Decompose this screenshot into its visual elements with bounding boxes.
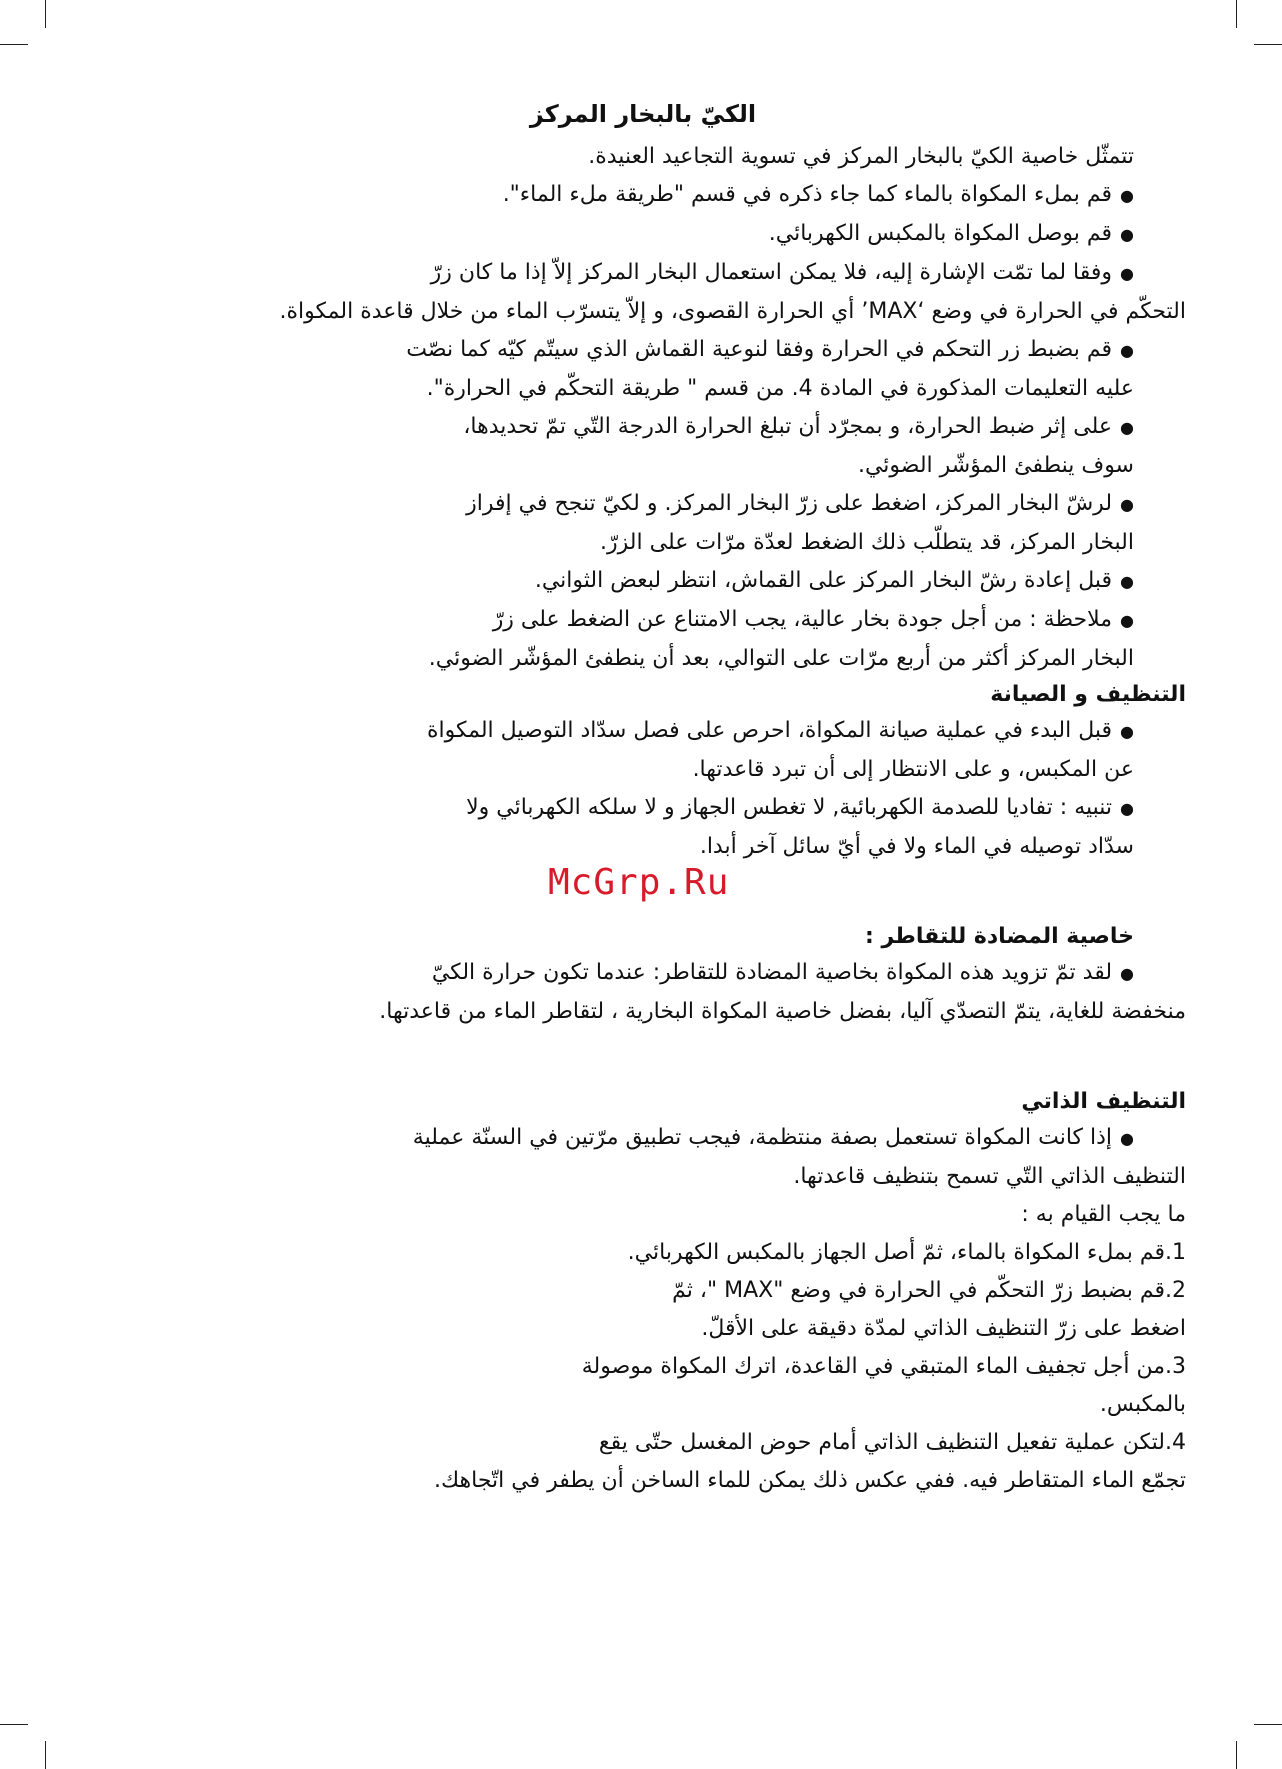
list-item-cont: التحكّم في الحرارة في وضع ‘MAX’ أي الحرارة القصوى، و إلاّ يتسرّب الماء من خلال قاعدة المكواة. bbox=[279, 299, 1186, 324]
list-item: ●قم بملء المكواة بالماء كما جاء ذكره في قسم "طريقة ملء الماء". bbox=[250, 176, 1186, 215]
bullet-icon: ● bbox=[1120, 572, 1134, 591]
crop-mark bbox=[0, 44, 28, 45]
paragraph: تتمثّل خاصية الكيّ بالبخار المركز في تسوية التجاعيد العنيدة. bbox=[588, 144, 1134, 169]
crop-mark bbox=[1254, 44, 1282, 45]
section-title: الكيّ بالبخار المركز bbox=[529, 100, 757, 128]
list-item-cont: البخار المركز، قد يتطلّب ذلك الضغط لعدّة مرّات على الزرّ. bbox=[600, 530, 1134, 555]
step-item: 1.قم بملء المكواة بالماء، ثمّ أصل الجهاز بالمكبس الكهربائي. bbox=[627, 1240, 1186, 1265]
watermark-text: McGrp.Ru bbox=[548, 862, 730, 903]
step-item-cont: اضغط على زرّ التنظيف الذاتي لمدّة دقيقة على الأقلّ. bbox=[701, 1316, 1186, 1341]
list-item: ●إذا كانت المكواة تستعمل بصفة منتظمة، فيجب تطبيق مرّتين في السنّة عملية bbox=[250, 1119, 1186, 1158]
crop-mark bbox=[1254, 1724, 1282, 1725]
section-heading: التنظيف الذاتي bbox=[1021, 1089, 1186, 1114]
bullet-icon: ● bbox=[1120, 264, 1134, 283]
section-heading: التنظيف و الصيانة bbox=[990, 682, 1186, 707]
crop-mark bbox=[45, 0, 46, 28]
list-item-cont: منخفضة للغاية، يتمّ التصدّي آليا، بفضل خاصية المكواة البخارية ، لتقاطر الماء من قاعدتها. bbox=[379, 999, 1186, 1024]
crop-mark bbox=[1236, 0, 1237, 28]
list-item: ●قبل إعادة رشّ البخار المركز على القماش، انتظر لبعض الثواني. bbox=[250, 562, 1186, 601]
bullet-icon: ● bbox=[1120, 341, 1134, 360]
list-item: ●وفقا لما تمّت الإشارة إليه، فلا يمكن استعمال البخار المركز إلاّ إذا ما كان زرّ bbox=[250, 254, 1186, 293]
step-item: 2.قم بضبط زرّ التحكّم في الحرارة في وضع "MAX "، ثمّ bbox=[672, 1278, 1186, 1303]
list-item-cont: سوف ينطفئ المؤشّر الضوئي. bbox=[857, 453, 1134, 478]
step-item-cont: بالمكبس. bbox=[1099, 1392, 1186, 1417]
step-item: 4.لتكن عملية تفعيل التنظيف الذاتي أمام حوض المغسل حتّى يقع bbox=[598, 1430, 1186, 1455]
bullet-icon: ● bbox=[1120, 964, 1134, 983]
step-item-cont: تجمّع الماء المتقاطر فيه. ففي عكس ذلك يمكن للماء الساخن أن يطفر في اتّجاهك. bbox=[433, 1468, 1186, 1493]
crop-mark bbox=[1236, 1741, 1237, 1769]
list-item: ●قبل البدء في عملية صيانة المكواة، احرص على فصل سدّاد التوصيل المكواة bbox=[250, 712, 1186, 751]
crop-mark bbox=[45, 1741, 46, 1769]
list-item-cont: التنظيف الذاتي التّي تسمح بتنظيف قاعدتها. bbox=[793, 1164, 1186, 1189]
bullet-icon: ● bbox=[1120, 418, 1134, 437]
bullet-icon: ● bbox=[1120, 611, 1134, 630]
document-page bbox=[250, 100, 1186, 1500]
step-item: 3.من أجل تجفيف الماء المتبقي في القاعدة، اترك المكواة موصولة bbox=[581, 1354, 1186, 1379]
crop-mark bbox=[0, 1724, 28, 1725]
bullet-icon: ● bbox=[1120, 495, 1134, 514]
bullet-icon: ● bbox=[1120, 186, 1134, 205]
list-item: ●لقد تمّ تزويد هذه المكواة بخاصية المضادة للتقاطر: عندما تكون حرارة الكيّ bbox=[250, 954, 1186, 993]
list-item-cont: سدّاد توصيله في الماء ولا في أيّ سائل آخر أبدا. bbox=[699, 834, 1134, 859]
list-item: ●قم بوصل المكواة بالمكبس الكهربائي. bbox=[250, 215, 1186, 254]
bullet-icon: ● bbox=[1120, 1129, 1134, 1148]
bullet-icon: ● bbox=[1120, 799, 1134, 818]
list-item: ●لرشّ البخار المركز، اضغط على زرّ البخار المركز. و لكيّ تنجح في إفراز bbox=[250, 485, 1186, 524]
bullet-icon: ● bbox=[1120, 225, 1134, 244]
paragraph: ما يجب القيام به : bbox=[1021, 1202, 1186, 1227]
list-item: ●تنبيه : تفاديا للصدمة الكهربائية, لا تغطس الجهاز و لا سلكه الكهربائي ولا bbox=[250, 789, 1186, 828]
list-item-cont: عن المكبس، و على الانتظار إلى أن تبرد قاعدتها. bbox=[692, 757, 1134, 782]
list-item: ●ملاحظة : من أجل جودة بخار عالية، يجب الامتناع عن الضغط على زرّ bbox=[250, 601, 1186, 640]
list-item: ●على إثر ضبط الحرارة، و بمجرّد أن تبلغ الحرارة الدرجة التّي تمّ تحديدها، bbox=[250, 408, 1186, 447]
list-item: ●قم بضبط زر التحكم في الحرارة وفقا لنوعية القماش الذي سيتّم كيّه كما نصّت bbox=[250, 331, 1186, 370]
list-item-cont: عليه التعليمات المذكورة في المادة 4. من قسم " طريقة التحكّم في الحرارة". bbox=[426, 376, 1134, 401]
section-heading: خاصية المضادة للتقاطر : bbox=[865, 924, 1134, 949]
bullet-icon: ● bbox=[1120, 722, 1134, 741]
list-item-cont: البخار المركز أكثر من أربع مرّات على التوالي، بعد أن ينطفئ المؤشّر الضوئي. bbox=[428, 646, 1134, 671]
